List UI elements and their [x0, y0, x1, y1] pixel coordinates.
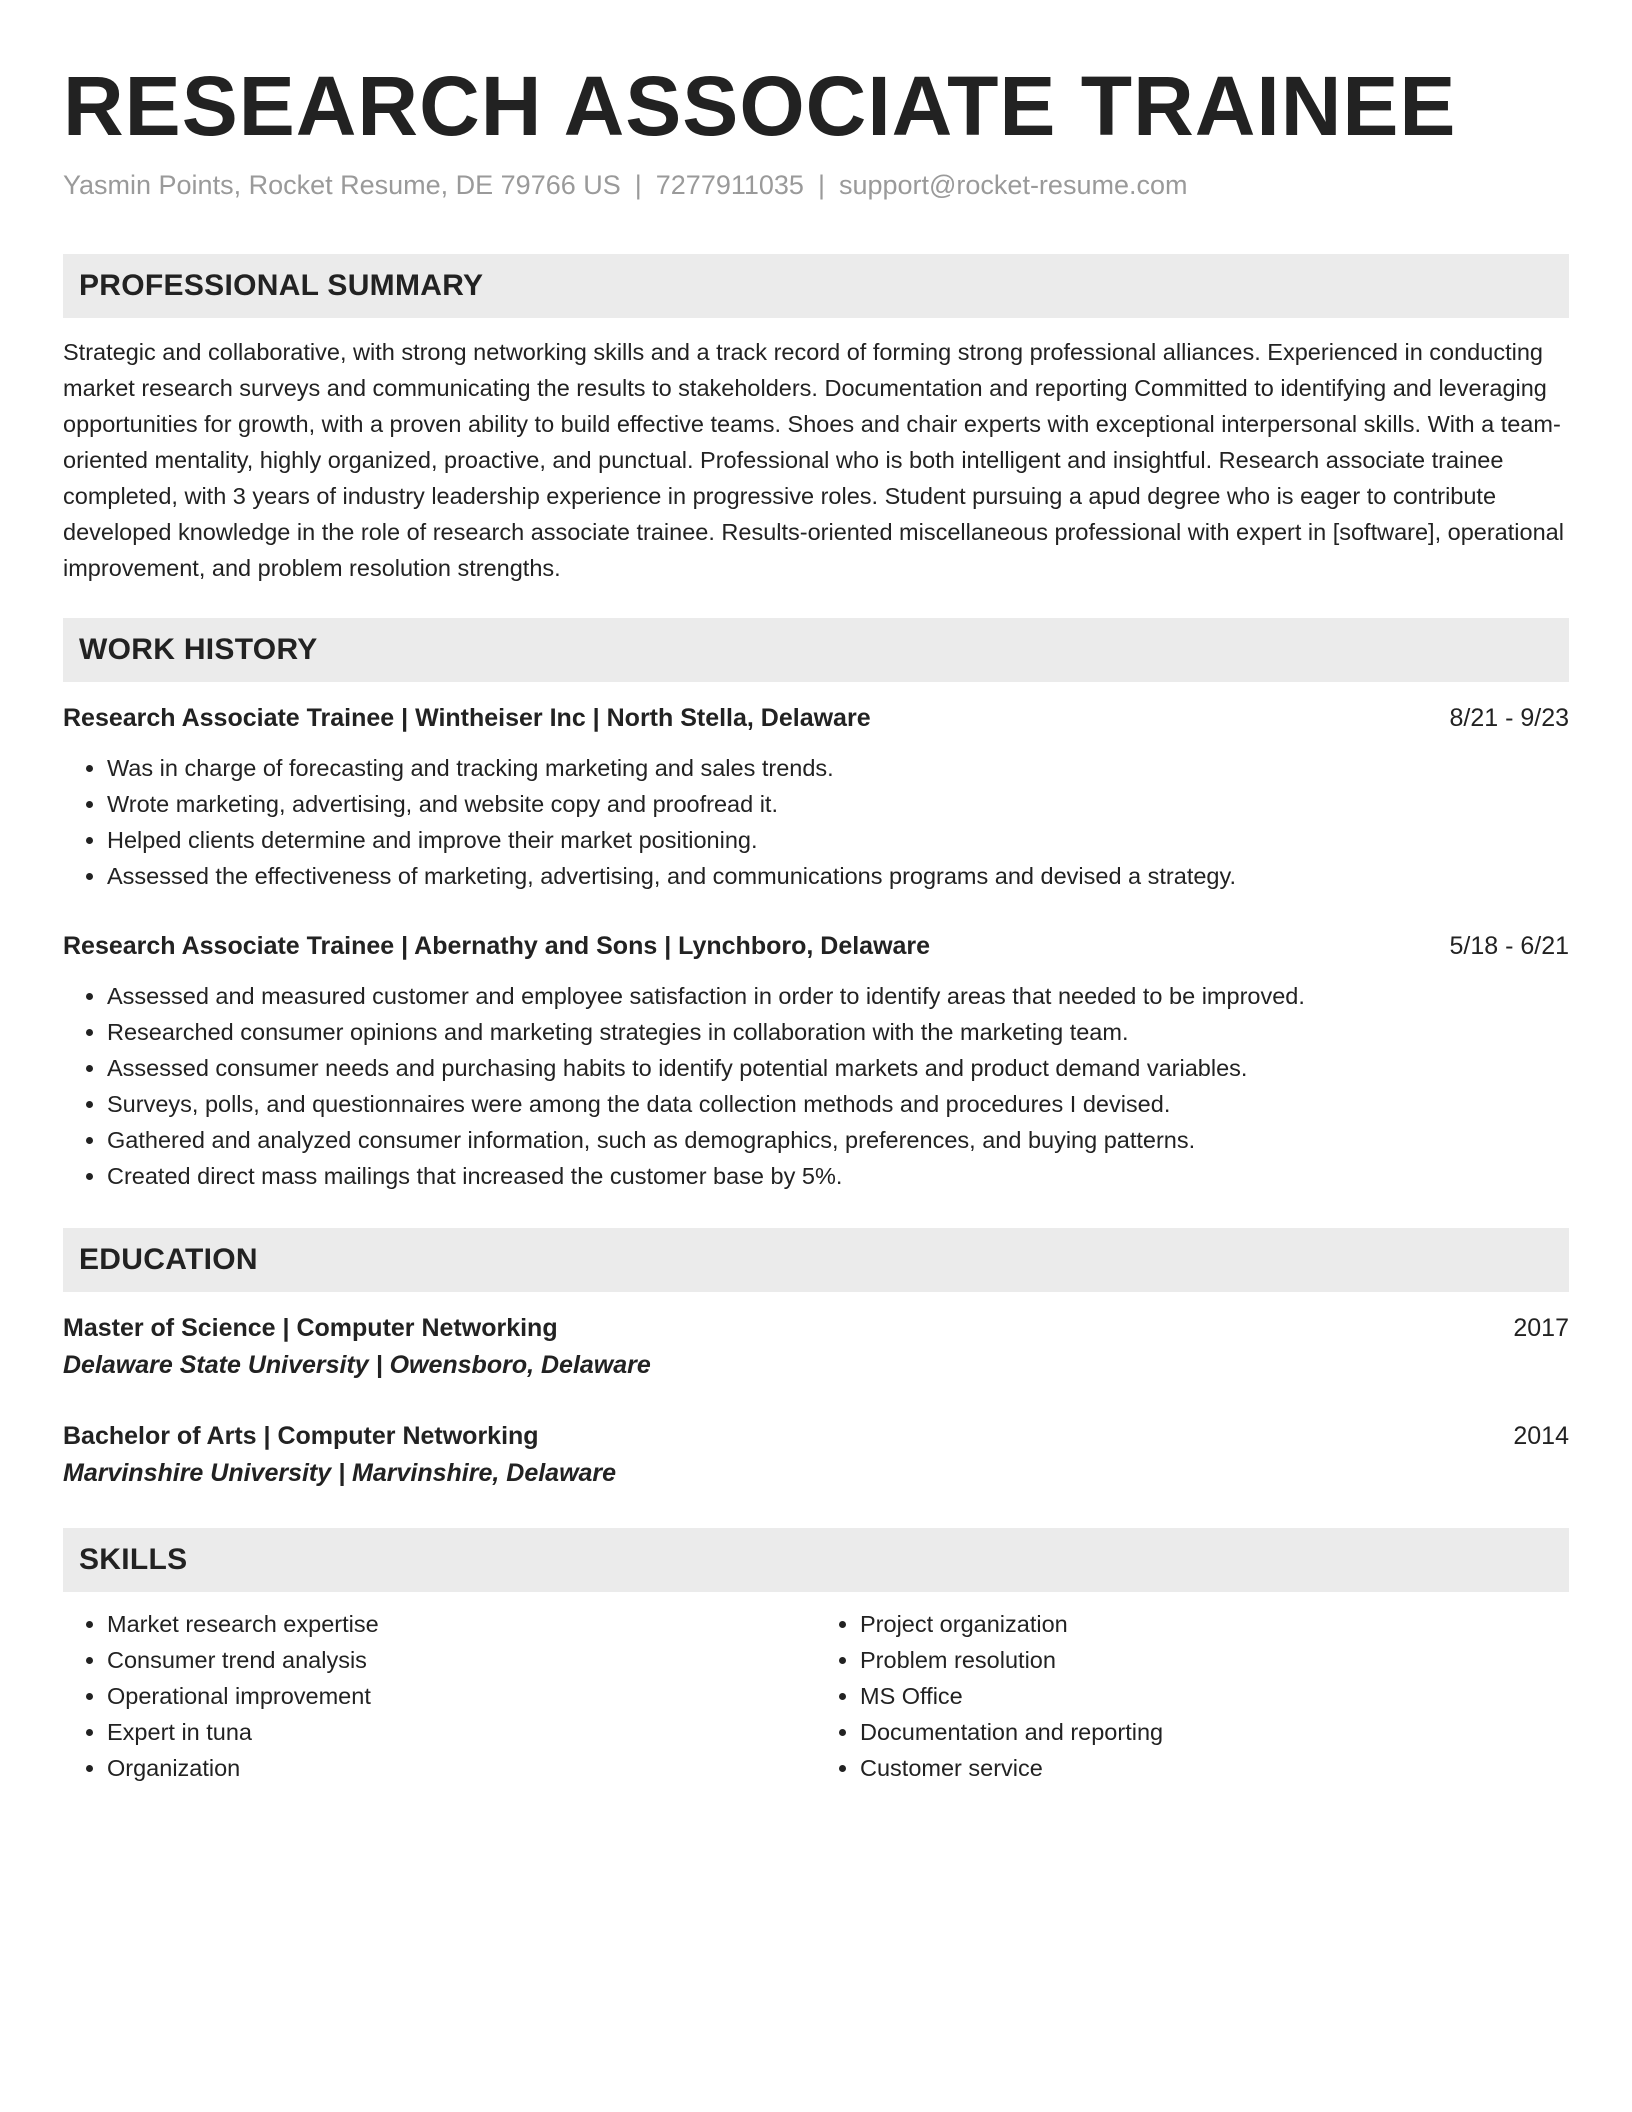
skill-item: • Project organization — [860, 1606, 1569, 1642]
contact-address: Yasmin Points, Rocket Resume, DE 79766 US — [63, 170, 621, 200]
education-entry — [63, 1310, 1569, 1384]
job-bullets — [63, 978, 1569, 1194]
skills-list-right — [816, 1606, 1569, 1786]
skill-item: • Problem resolution — [860, 1642, 1569, 1678]
school-name: Marvinshire University | Marvinshire, Delaware — [63, 1459, 617, 1487]
contact-email: support@rocket-resume.com — [838, 170, 1188, 200]
job-bullets — [63, 750, 1569, 894]
skill-item: • Consumer trend analysis — [107, 1642, 816, 1678]
resume-title: RESEARCH ASSOCIATE TRAINEE — [63, 59, 1457, 153]
job-title: Research Associate Trainee | Wintheiser Inc | North Stella, Delaware — [63, 704, 871, 732]
contact-separator: | — [634, 170, 642, 200]
job-bullet: • Assessed the effectiveness of marketing, advertising, and communications programs and devised a strategy. — [107, 858, 1569, 894]
job-entry — [63, 700, 1569, 894]
skill-item: • Market research expertise — [107, 1606, 816, 1642]
job-bullet: • Assessed and measured customer and employee satisfaction in order to identify areas that needed to be improved. — [107, 978, 1569, 1014]
job-bullet: • Helped clients determine and improve their market positioning. — [107, 822, 1569, 858]
job-bullet: • Created direct mass mailings that increased the customer base by 5%. — [107, 1158, 1569, 1194]
job-dates: 8/21 - 9/23 — [1449, 704, 1569, 732]
skill-item: • Operational improvement — [107, 1678, 816, 1714]
education-entry — [63, 1418, 1569, 1492]
skill-item: • Organization — [107, 1750, 816, 1786]
section-header-work-history: WORK HISTORY — [63, 618, 1569, 682]
job-bullet: • Assessed consumer needs and purchasing habits to identify potential markets and product demand variables. — [107, 1050, 1569, 1086]
school-name: Delaware State University | Owensboro, Delaware — [63, 1351, 651, 1379]
skills-columns — [63, 1606, 1569, 1786]
job-bullet: • Wrote marketing, advertising, and website copy and proofread it. — [107, 786, 1569, 822]
job-bullet: • Researched consumer opinions and marketing strategies in collaboration with the marketing team. — [107, 1014, 1569, 1050]
degree-year: 2014 — [1513, 1422, 1569, 1450]
skill-item: • Customer service — [860, 1750, 1569, 1786]
skill-item: • Documentation and reporting — [860, 1714, 1569, 1750]
degree-title: Bachelor of Arts | Computer Networking — [63, 1422, 539, 1450]
job-bullet: • Gathered and analyzed consumer information, such as demographics, preferences, and buying patterns. — [107, 1122, 1569, 1158]
contact-separator: | — [817, 170, 825, 200]
job-bullet: • Surveys, polls, and questionnaires were among the data collection methods and procedures I devised. — [107, 1086, 1569, 1122]
section-header-education: EDUCATION — [63, 1228, 1569, 1292]
degree-title: Master of Science | Computer Networking — [63, 1314, 558, 1342]
skill-item: • Expert in tuna — [107, 1714, 816, 1750]
summary-text: Strategic and collaborative, with strong networking skills and a track record of forming strong professional alliances. Experienced in conducting market research surveys and communicating the results to stakeholders. Documentation and reporting Committed to identifying and leveraging opportunities for growth, with a proven ability to build effective teams. Shoes and chair experts with exceptional interpersonal skills. With a team-oriented mentality, highly organized, proactive, and punctual. Professional who is both intelligent and insightful. Research associate trainee completed, with 3 years of industry leadership experience in progressive roles. Student pursuing a apud degree who is eager to contribute developed knowledge in the role of research associate trainee. Results-oriented miscellaneous professional with expert in [software], operational improvement, and problem resolution strengths. — [63, 339, 1564, 581]
section-header-skills: SKILLS — [63, 1528, 1569, 1592]
skills-list-left — [63, 1606, 816, 1786]
job-dates: 5/18 - 6/21 — [1449, 932, 1569, 960]
job-title: Research Associate Trainee | Abernathy and Sons | Lynchboro, Delaware — [63, 932, 931, 960]
job-bullet: • Was in charge of forecasting and tracking marketing and sales trends. — [107, 750, 1569, 786]
contact-line — [63, 168, 1569, 202]
job-entry — [63, 928, 1569, 1194]
degree-year: 2017 — [1513, 1314, 1569, 1342]
contact-phone: 7277911035 — [655, 170, 804, 200]
skill-item: • MS Office — [860, 1678, 1569, 1714]
section-header-summary: PROFESSIONAL SUMMARY — [63, 254, 1569, 318]
